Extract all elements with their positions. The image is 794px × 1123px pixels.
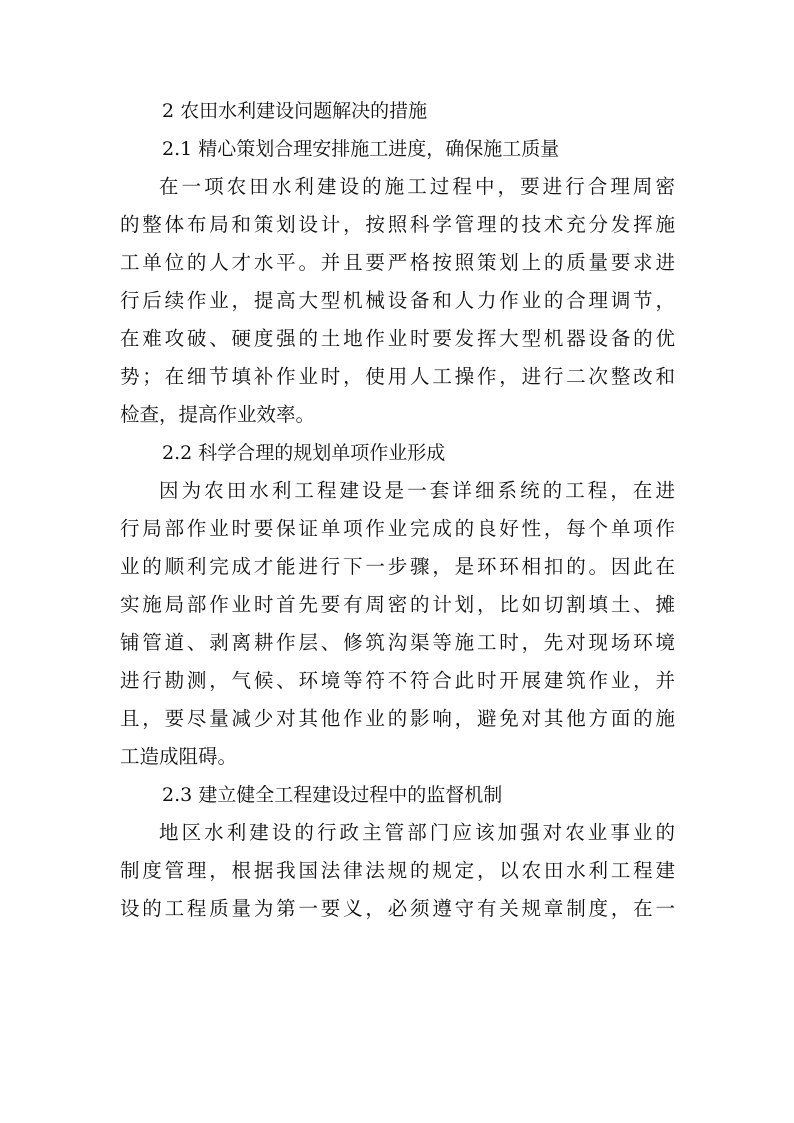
- paragraph-line: 业的顺利完成才能进行下一步骤，是环环相扣的。因此在: [120, 555, 675, 578]
- paragraph-line: 势；在细节填补作业时，使用人工操作，进行二次整改和: [120, 365, 675, 388]
- paragraph-line: 的整体布局和策划设计，按照科学管理的技术充分发挥施: [120, 213, 675, 236]
- paragraph-line: 行局部作业时要保证单项作业完成的良好性，每个单项作: [120, 517, 675, 540]
- heading-section-2-1: 2.1 精心策划合理安排施工进度，确保施工质量: [162, 138, 560, 160]
- paragraph-line: 进行勘测，气候、环境等符不符合此时开展建筑作业，并: [120, 669, 675, 692]
- paragraph-line: 制度管理，根据我国法律法规的规定，以农田水利工程建: [120, 859, 675, 882]
- paragraph-section-2-3: [120, 814, 675, 928]
- paragraph-line: 设的工程质量为第一要义，必须遵守有关规章制度，在一: [120, 897, 675, 920]
- heading-section-2-2: 2.2 科学合理的规划单项作业形成: [162, 442, 446, 464]
- paragraph-line: 行后续作业，提高大型机械设备和人力作业的合理调节，: [120, 289, 675, 312]
- paragraph-line: 且，要尽量减少对其他作业的影响，避免对其他方面的施: [120, 707, 675, 730]
- paragraph-line: 检查，提高作业效率。: [120, 403, 316, 426]
- paragraph-line: 地区水利建设的行政主管部门应该加强对农业事业的: [159, 821, 675, 844]
- paragraph-line: 工单位的人才水平。并且要严格按照策划上的质量要求进: [120, 251, 675, 274]
- paragraph-line: 实施局部作业时首先要有周密的计划，比如切割填土、摊: [120, 593, 675, 616]
- heading-section-2: 2 农田水利建设问题解决的措施: [162, 100, 428, 122]
- paragraph-line: 因为农田水利工程建设是一套详细系统的工程，在进: [159, 479, 675, 502]
- paragraph-line: 在一项农田水利建设的施工过程中，要进行合理周密: [159, 175, 675, 198]
- paragraph-line: 铺管道、剥离耕作层、修筑沟渠等施工时，先对现场环境: [120, 631, 675, 654]
- paragraph-section-2-2: [120, 472, 675, 776]
- heading-section-2-3: 2.3 建立健全工程建设过程中的监督机制: [162, 784, 503, 806]
- paragraph-section-2-1: [120, 168, 675, 434]
- paragraph-line: 在难攻破、硬度强的土地作业时要发挥大型机器设备的优: [120, 327, 675, 350]
- paragraph-line: 工造成阻碍。: [120, 745, 238, 768]
- document-body: [120, 92, 675, 928]
